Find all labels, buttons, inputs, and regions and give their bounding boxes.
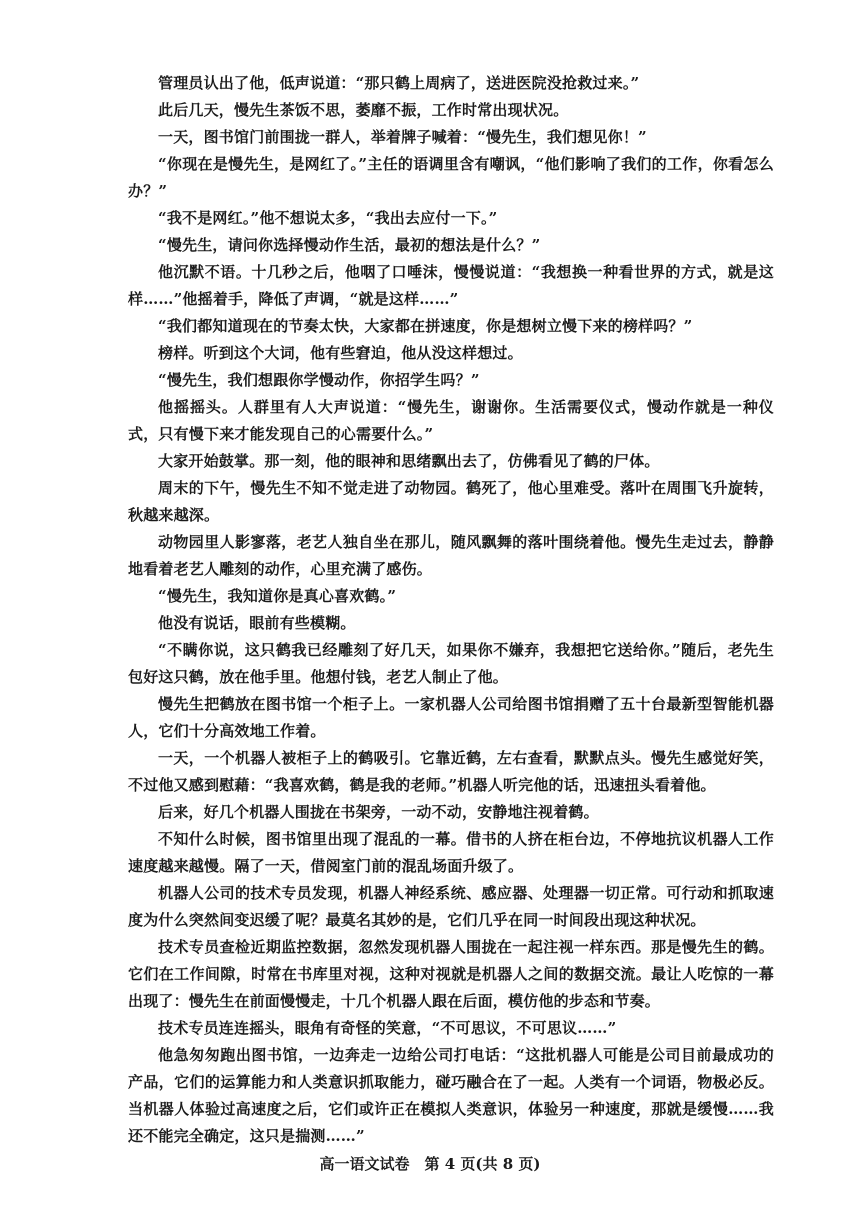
paragraph: 技术专员查检近期监控数据，忽然发现机器人围拢在一起注视一样东西。那是慢先生的鹤。它们在工作间隙，时常在书库里对视，这种对视就是机器人之间的数据交流。最让人吃惊的一幕出现了：慢先生在前面慢慢走，十几个机器人跟在后面，模仿他的步态和节奏。 [128, 938, 774, 1010]
paragraph: 他没有说话，眼前有些模糊。 [158, 614, 356, 632]
paragraph: “我不是网红。”他不想说太多，“我出去应付一下。” [158, 209, 498, 227]
paragraph: 周末的下午，慢先生不知不觉走进了动物园。鹤死了，他心里难受。落叶在周围飞升旋转，秋越来越深。 [128, 479, 774, 524]
paragraph: “不瞒你说，这只鹤我已经雕刻了好几天，如果你不嫌弃，我想把它送给你。”随后，老先生包好这只鹤，放在他手里。他想付钱，老艺人制止了他。 [128, 641, 774, 686]
paragraph: 不知什么时候，图书馆里出现了混乱的一幕。借书的人挤在柜台边，不停地抗议机器人工作速度越来越慢。隔了一天，借阅室门前的混乱场面升级了。 [128, 830, 774, 875]
paragraph: 一天，一个机器人被柜子上的鹤吸引。它靠近鹤，左右查看，默默点头。慢先生感觉好笑，不过他又感到慰藉：“我喜欢鹤，鹤是我的老师。”机器人听完他的话，迅速扭头看着他。 [128, 749, 774, 794]
paragraph: 技术专员连连摇头，眼角有奇怪的笑意，“不可思议，不可思议……” [158, 1019, 617, 1037]
paragraph: 榜样。听到这个大词，他有些窘迫，他从没这样想过。 [158, 344, 523, 362]
paragraph: 此后几天，慢先生茶饭不思，萎靡不振，工作时常出现状况。 [158, 101, 569, 119]
paragraph: 他沉默不语。十几秒之后，他咽了口唾沫，慢慢说道：“我想换一种看世界的方式，就是这样……”他摇着手，降低了声调，“就是这样……” [128, 263, 774, 308]
paragraph: “慢先生，我知道你是真心喜欢鹤。” [158, 587, 397, 605]
paragraph: 后来，好几个机器人围拢在书架旁，一动不动，安静地注视着鹤。 [158, 803, 599, 821]
paragraph: 管理员认出了他，低声说道：“那只鹤上周病了，送进医院没抢救过来。” [158, 74, 640, 92]
paragraph: 机器人公司的技术专员发现，机器人神经系统、感应器、处理器一切正常。可行动和抓取速度为什么突然间变迟缓了呢？最莫名其妙的是，它们几乎在同一时间段出现这种状况。 [128, 884, 774, 929]
paragraph: 他摇摇头。人群里有人大声说道：“慢先生，谢谢你。生活需要仪式，慢动作就是一种仪式，只有慢下来才能发现自己的心需要什么。” [128, 398, 774, 443]
article-body [128, 70, 774, 1150]
paragraph: 慢先生把鹤放在图书馆一个柜子上。一家机器人公司给图书馆捐赠了五十台最新型智能机器人，它们十分高效地工作着。 [128, 695, 774, 740]
paragraph: 动物园里人影寥落，老艺人独自坐在那儿，随风飘舞的落叶围绕着他。慢先生走过去，静静地看着老艺人雕刻的动作，心里充满了感伤。 [128, 533, 774, 578]
page-footer: 高一语文试卷 第 4 页(共 8 页) [319, 1155, 541, 1173]
paragraph: “你现在是慢先生，是网红了。”主任的语调里含有嘲讽，“他们影响了我们的工作，你看怎么办？” [128, 155, 774, 200]
paragraph: 一天，图书馆门前围拢一群人，举着牌子喊着：“慢先生，我们想见你！” [158, 128, 647, 146]
paragraph: “慢先生，我们想跟你学慢动作，你招学生吗？” [158, 371, 480, 389]
paragraph: “慢先生，请问你选择慢动作生活，最初的想法是什么？” [158, 236, 541, 254]
paragraph: “我们都知道现在的节奏太快，大家都在拼速度，你是想树立慢下来的榜样吗？” [158, 317, 693, 335]
paragraph: 大家开始鼓掌。那一刻，他的眼神和思绪飘出去了，仿佛看见了鹤的尸体。 [158, 452, 660, 470]
paragraph: 他急匆匆跑出图书馆，一边奔走一边给公司打电话：“这批机器人可能是公司目前最成功的产品，它们的运算能力和人类意识抓取能力，碰巧融合在了一起。人类有一个词语，物极必反。当机器人体验过高速度之后，它们或许正在模拟人类意识，体验另一种速度，那就是缓慢……我还不能完全确定，这只是揣测……” [128, 1046, 774, 1145]
